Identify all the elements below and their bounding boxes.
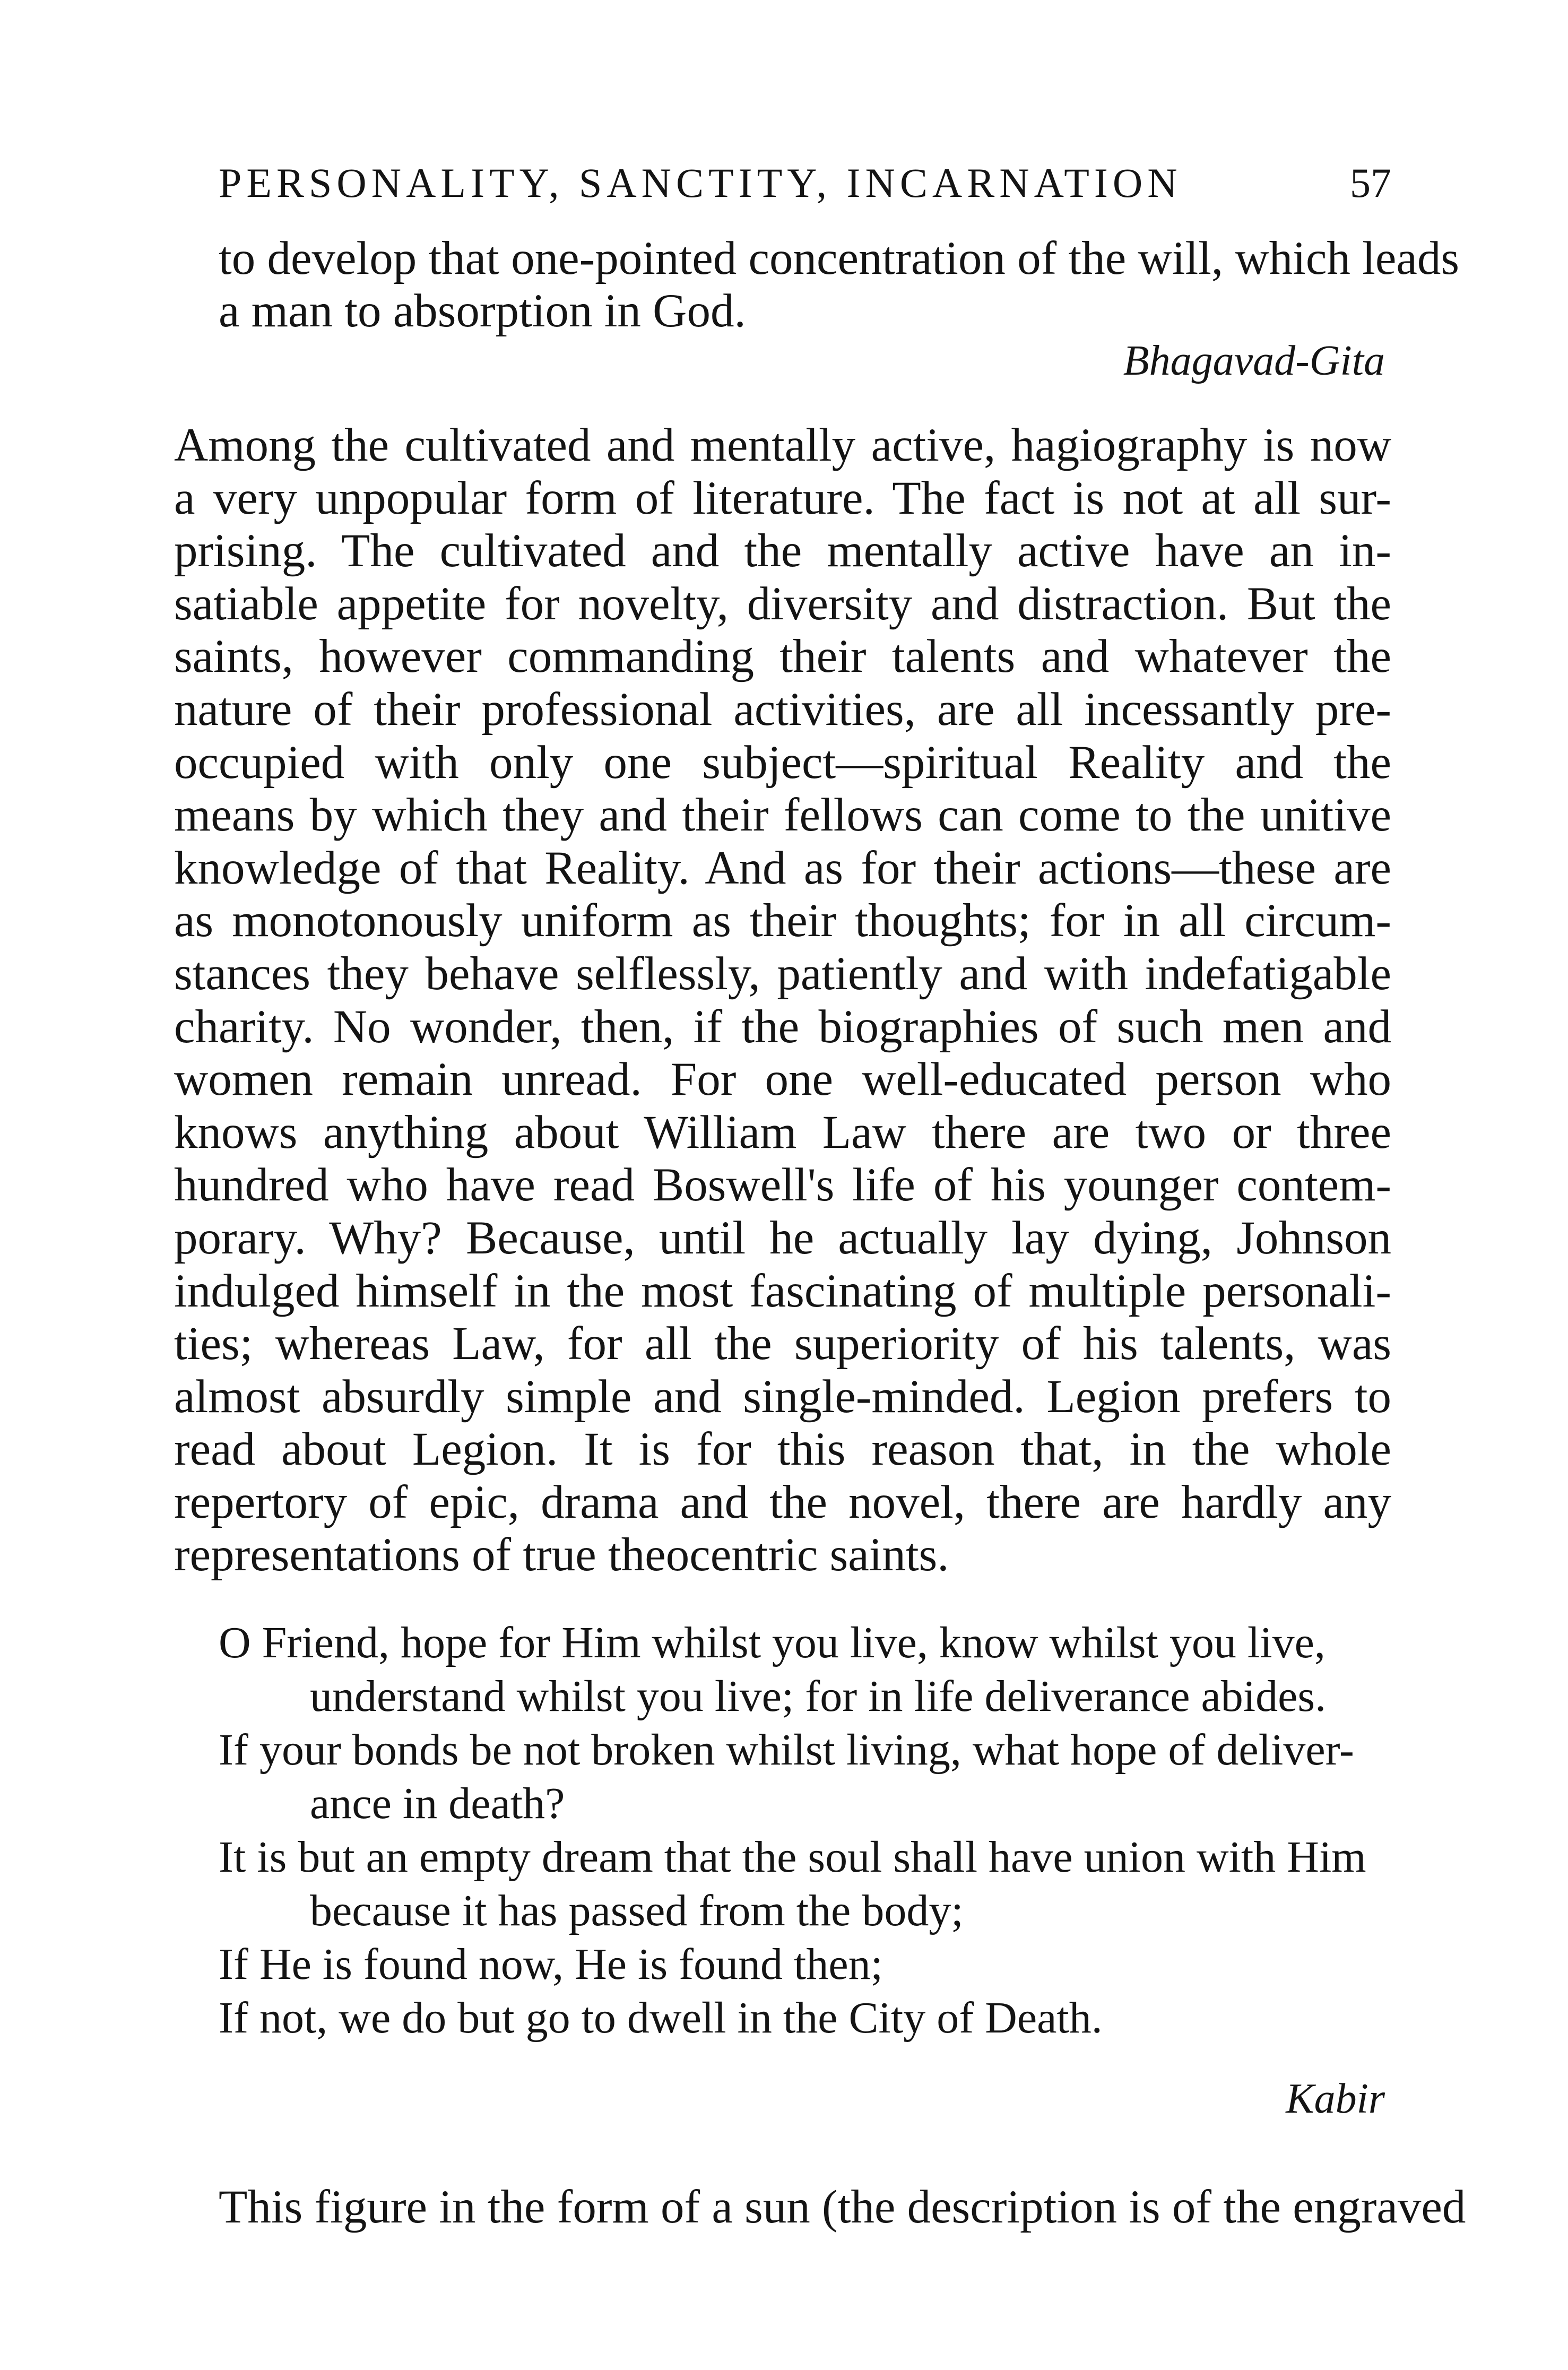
- main-paragraph: [174, 419, 1391, 1582]
- poem-line: O Friend, hope for Him whilst you live, know whilst you live,: [219, 1618, 1326, 1667]
- paragraph-line: prising. The cultivated and the mentally active have an in-: [174, 525, 1391, 577]
- paragraph-line: ties; whereas Law, for all the superiority of his talents, was: [174, 1318, 1391, 1370]
- paragraph-line: knows anything about William Law there are two or three: [174, 1106, 1391, 1158]
- running-head: [219, 154, 1391, 212]
- epigraph-quote: [219, 232, 1460, 338]
- poem-quote: [219, 1616, 1391, 2045]
- paragraph-line: representations of true theocentric saints.: [174, 1529, 949, 1581]
- paragraph-line: as monotonously uniform as their thoughts; for in all circum-: [174, 895, 1391, 947]
- final-paragraph: [219, 2181, 1466, 2234]
- poem-line: If not, we do but go to dwell in the City of Death.: [219, 1993, 1103, 2043]
- paragraph-line: nature of their professional activities, are all incessantly pre-: [174, 683, 1391, 736]
- paragraph-line: occupied with only one subject—spiritual Reality and the: [174, 736, 1391, 789]
- poem-line: It is but an empty dream that the soul shall have union with Him: [219, 1832, 1366, 1882]
- paragraph-line: women remain unread. For one well-educated person who: [174, 1053, 1391, 1106]
- poem-line: because it has passed from the body;: [310, 1886, 964, 1935]
- poem-line: If your bonds be not broken whilst living, what hope of deliver-: [219, 1725, 1354, 1775]
- paragraph-line: a very unpopular form of literature. The fact is not at all sur-: [174, 472, 1391, 524]
- epigraph-attribution: Bhagavad-Gita: [1123, 338, 1385, 384]
- paragraph-line: indulged himself in the most fascinating of multiple personali-: [174, 1265, 1391, 1317]
- paragraph-line: satiable appetite for novelty, diversity and distraction. But the: [174, 577, 1391, 630]
- poem-line: If He is found now, He is found then;: [219, 1940, 883, 1989]
- paragraph-line: hundred who have read Boswell's life of his younger contem-: [174, 1159, 1391, 1212]
- running-head-title: PERSONALITY, SANCTITY, INCARNATION: [219, 160, 1182, 206]
- epigraph-line: a man to absorption in God.: [219, 285, 746, 337]
- poem-attribution: Kabir: [1286, 2075, 1385, 2122]
- paragraph-line: almost absurdly simple and single-minded. Legion prefers to: [174, 1370, 1391, 1423]
- paragraph-line: repertory of epic, drama and the novel, there are hardly any: [174, 1476, 1391, 1528]
- paragraph-line: porary. Why? Because, until he actually lay dying, Johnson: [174, 1212, 1391, 1264]
- page-number: 57: [1350, 160, 1391, 206]
- paragraph-line: read about Legion. It is for this reason that, in the whole: [174, 1423, 1391, 1476]
- paragraph-line: Among the cultivated and mentally active, hagiography is now: [174, 419, 1391, 471]
- paragraph-line: saints, however commanding their talents and whatever the: [174, 630, 1391, 683]
- paragraph-line: means by which they and their fellows can come to the unitive: [174, 789, 1391, 842]
- paragraph-line: This figure in the form of a sun (the description is of the engraved: [219, 2181, 1466, 2233]
- poem-line: ance in death?: [310, 1779, 565, 1828]
- epigraph-line: to develop that one-pointed concentration of the will, which leads: [219, 232, 1460, 284]
- poem-line: understand whilst you live; for in life deliverance abides.: [310, 1672, 1327, 1721]
- paragraph-line: knowledge of that Reality. And as for their actions—these are: [174, 842, 1391, 894]
- paragraph-line: charity. No wonder, then, if the biographies of such men and: [174, 1000, 1391, 1053]
- paragraph-line: stances they behave selflessly, patiently and with indefatigable: [174, 947, 1391, 1000]
